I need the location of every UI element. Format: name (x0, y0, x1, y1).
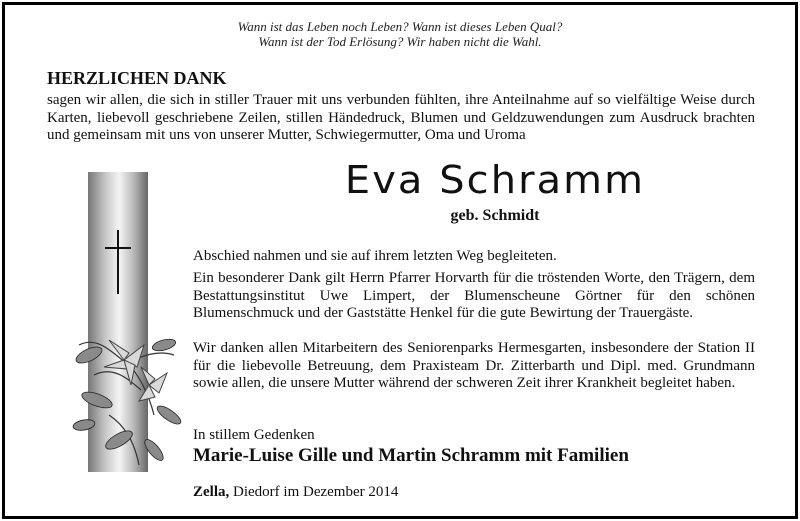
thanks-heading: HERZLICHEN DANK (47, 68, 227, 88)
thanks-paragraph-2: Wir danken allen Mitarbeitern des Seniorenparks Hermesgarten, insbesondere der Station II für die liebevolle Betreuung, dem Praxisteam Dr. Zitterbarth und Dipl. med. Grundmann sowie allen, die unsere Mutter während der schweren Zeit ihrer Krankheit begleitet haben. (193, 340, 755, 391)
place-date-rest: Diedorf im Dezember 2014 (229, 484, 399, 500)
motto-line-1: Wann ist das Leben noch Leben? Wann ist dieses Leben Qual? (237, 19, 563, 34)
memory-line: In stillem Gedenken (193, 427, 315, 443)
place-date (193, 484, 398, 501)
motto-line-2: Wann ist der Tod Erlösung? Wir haben nicht die Wahl. (258, 34, 542, 49)
lily-flower-icon (69, 305, 189, 475)
signers: Marie-Luise Gille und Martin Schramm mit Familien (193, 445, 629, 466)
deceased-name: Eva Schramm (344, 158, 646, 202)
obituary-notice (2, 2, 798, 519)
birth-name: geb. Schmidt (450, 207, 540, 224)
thanks-paragraph-1: Ein besonderer Dank gilt Herrn Pfarrer Horvarth für die tröstenden Worte, den Trägern, dem Bestattungsinstitut Uwe Limpert, der Blumenscheune Görtner für den schönen Blumenschmuck und der Gaststätte Henkel für die gute Bewirtung der Trauergäste. (193, 270, 755, 321)
farewell-line: Abschied nahmen und sie auf ihrem letzten Weg begleiteten. (193, 248, 557, 264)
place-town: Zella, (193, 484, 230, 500)
intro-paragraph: sagen wir allen, die sich in stiller Trauer mit uns verbunden fühlten, ihre Anteilnahme auf so vielfältige Weise durch Karten, liebevoll geschriebene Zeilen, stillen Händedruck, Blumen und Geldzuwendungen zum Ausdruck brachten und gemeinsam mit uns von unserer Mutter, Schwiegermutter, Oma und Uroma (47, 92, 755, 143)
